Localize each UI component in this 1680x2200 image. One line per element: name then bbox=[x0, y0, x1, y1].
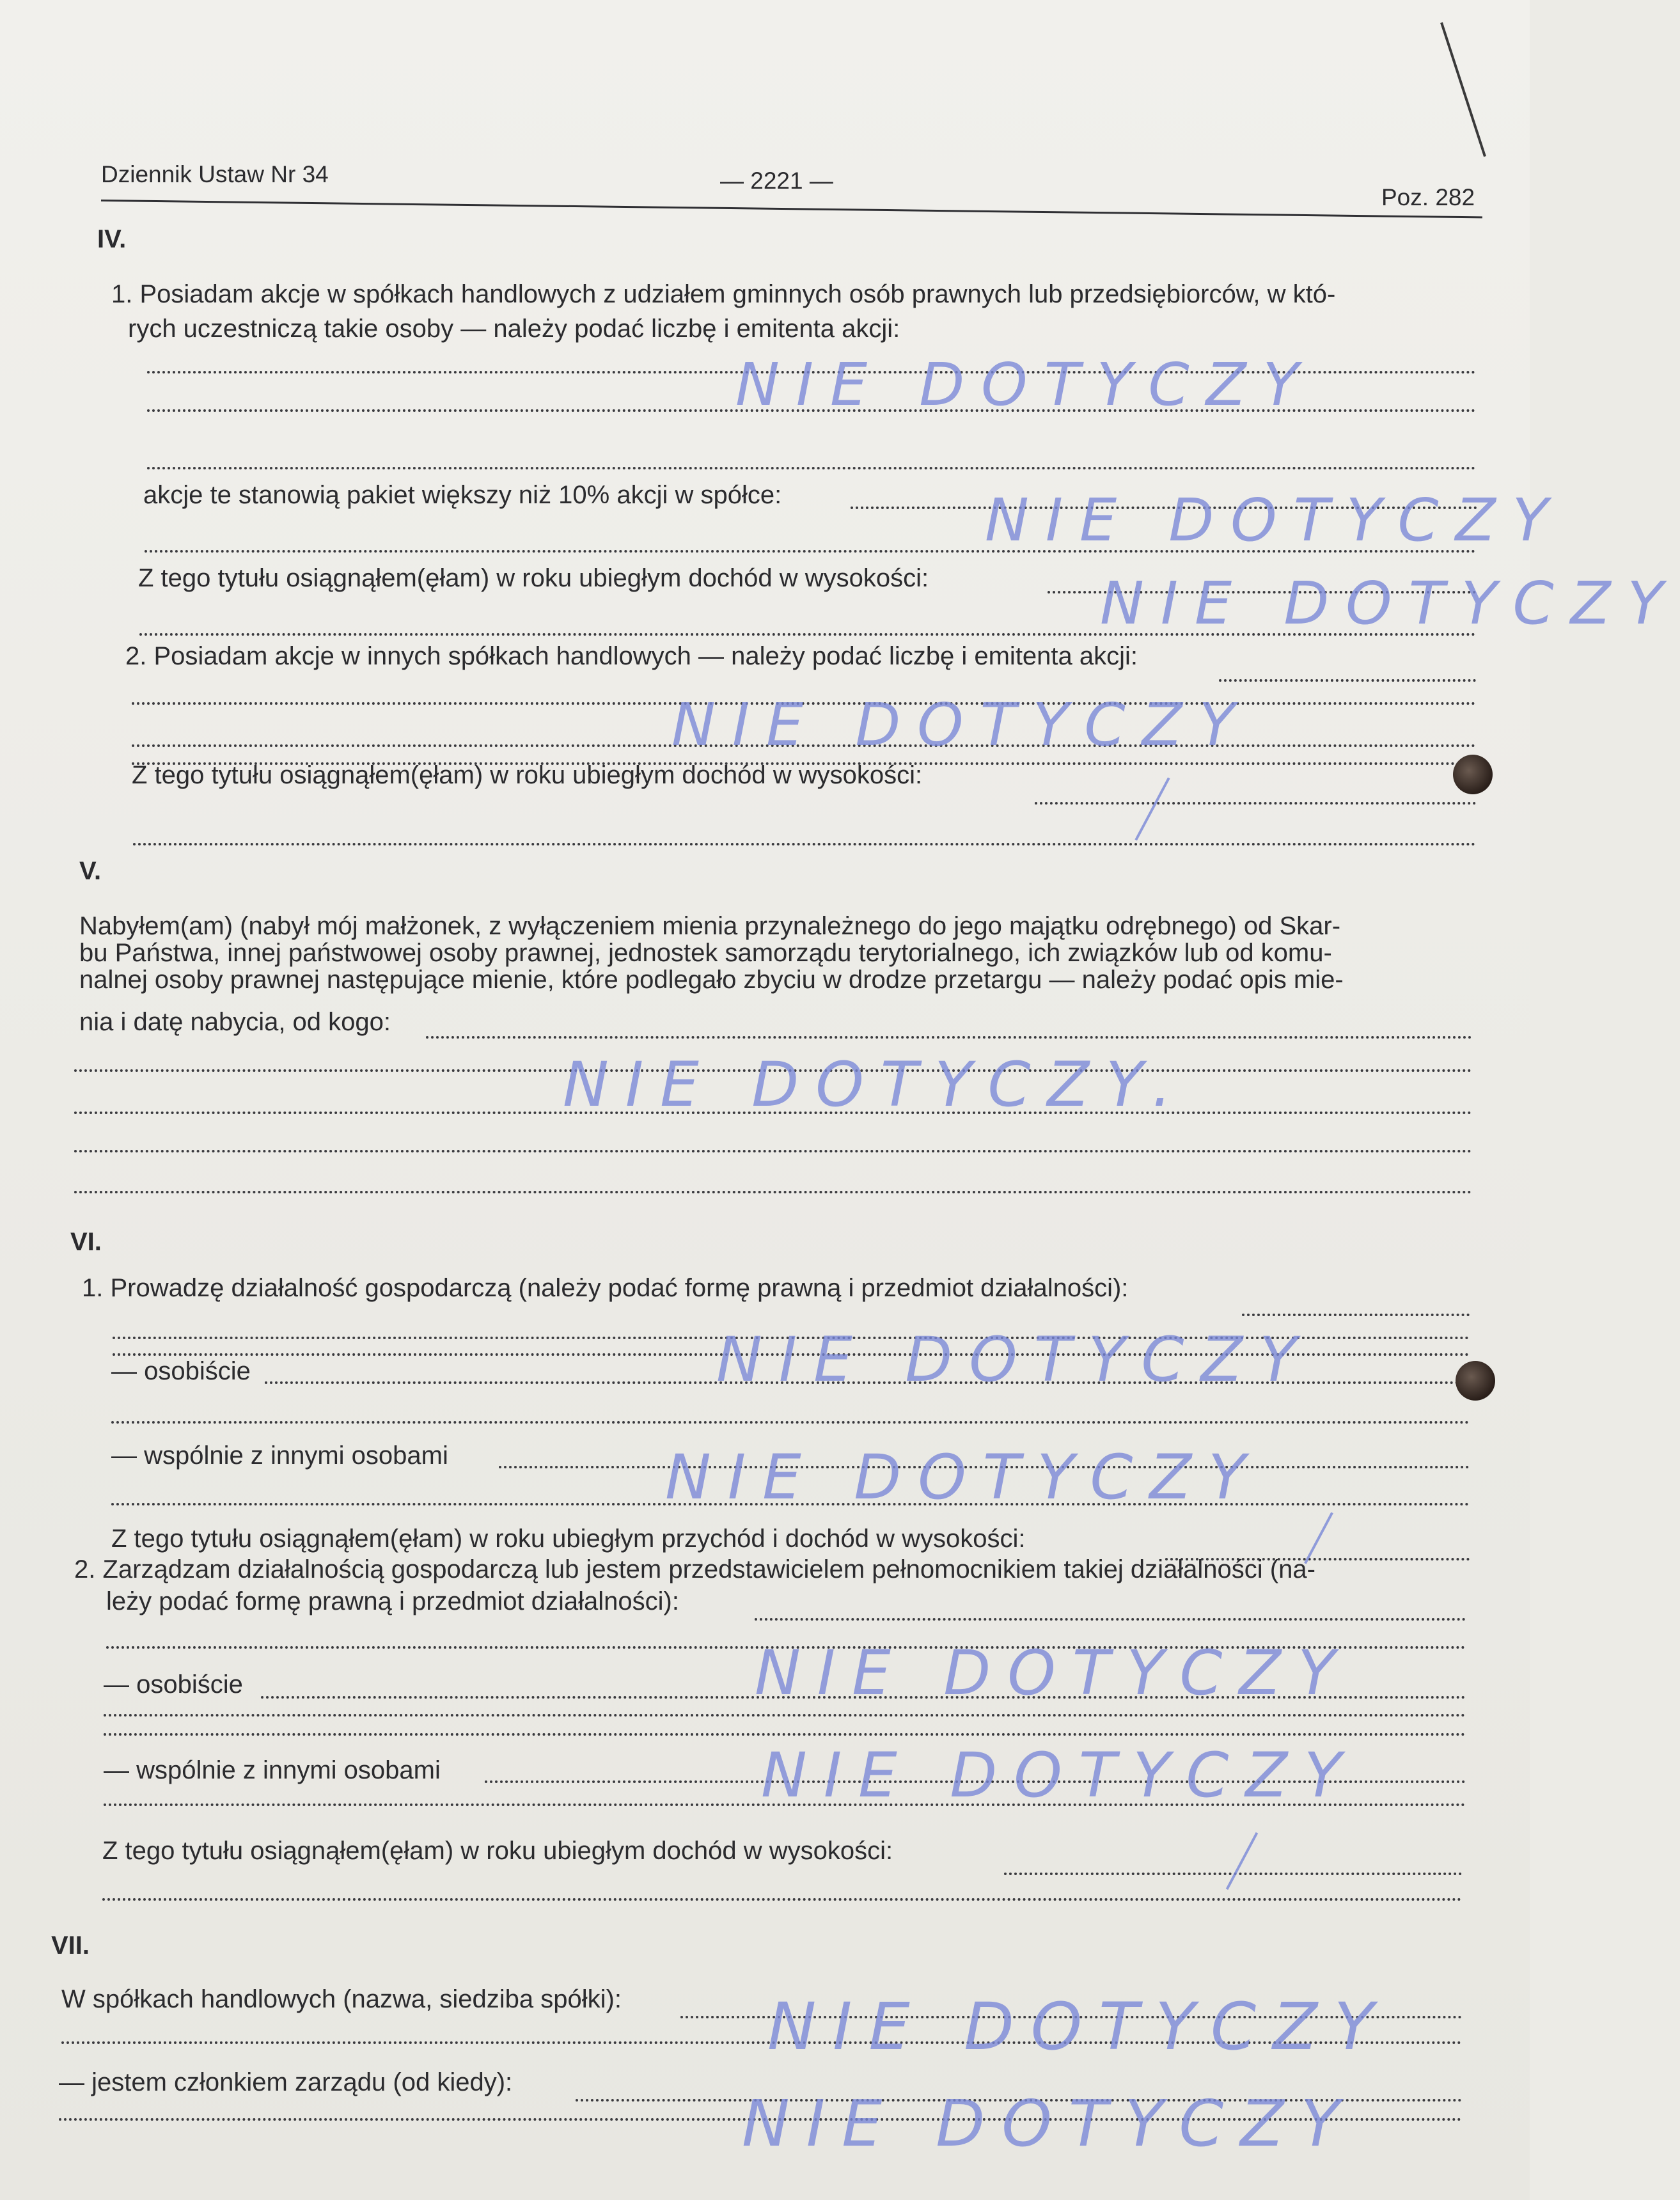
answer-line bbox=[102, 1898, 1462, 1901]
handwritten-answer: NIE DOTYCZY bbox=[735, 350, 1315, 419]
handwritten-answer: NIE DOTYCZY bbox=[742, 2086, 1356, 2161]
answer-line bbox=[74, 1150, 1472, 1152]
v-text-line-4: nia i datę nabycia, od kogo: bbox=[79, 1008, 391, 1036]
vi-question-2: 2. Zarządzam działalnością gospodarczą lub jestem przedstawicielem pełnomocnikiem takiej działalności (na- bbox=[74, 1555, 1315, 1583]
handwritten-answer: NIE DOTYCZY bbox=[761, 1740, 1358, 1811]
header-rule bbox=[101, 200, 1482, 218]
iv-question-2: 2. Posiadam akcje w innych spółkach handlowych — należy podać liczbę i emitenta akcji: bbox=[125, 642, 1138, 670]
section-v-label: V. bbox=[79, 857, 102, 885]
iv-dochod-label: Z tego tytułu osiągnąłem(ęłam) w roku ubiegłym dochód w wysokości: bbox=[138, 564, 929, 592]
scan-edge-mark bbox=[1440, 22, 1486, 157]
handwritten-slash bbox=[1226, 1832, 1258, 1890]
vi-wspolnie2-label: — wspólnie z innymi osobami bbox=[104, 1756, 441, 1784]
iv-q2-dochod-label: Z tego tytułu osiągnąłem(ęłam) w roku ubiegłym dochód w wysokości: bbox=[132, 761, 923, 789]
v-text-line-3: nalnej osoby prawnej następujące mienie, które podlegało zbyciu w drodze przetargu — należy podać opis mie- bbox=[79, 966, 1344, 994]
answer-line bbox=[104, 1714, 1466, 1717]
vi-osobiscie-label: — osobiście bbox=[111, 1357, 251, 1385]
v-text-line-1: Nabyłem(am) (nabył mój małżonek, z wyłączeniem mienia przynależnego do jego majątku odrębnego) od Skar- bbox=[79, 912, 1341, 940]
iv-question-1-cont: rych uczestniczą takie osoby — należy podać liczbę i emitenta akcji: bbox=[128, 315, 900, 343]
handwritten-answer: NIE DOTYCZY bbox=[755, 1637, 1352, 1709]
answer-line bbox=[1219, 679, 1476, 682]
vi-wspolnie-label: — wspólnie z innymi osobami bbox=[111, 1442, 448, 1470]
handwritten-answer: NIE DOTYCZY bbox=[767, 1989, 1391, 2065]
page-number: — 2221 — bbox=[720, 168, 833, 194]
answer-line bbox=[147, 467, 1476, 469]
vi-q2-dochod-label: Z tego tytułu osiągnąłem(ęłam) w roku ubiegłym dochód w wysokości: bbox=[102, 1837, 893, 1865]
handwritten-answer: NIE DOTYCZY bbox=[665, 1442, 1262, 1513]
journal-title: Dziennik Ustaw Nr 34 bbox=[101, 161, 329, 187]
answer-line bbox=[133, 843, 1476, 845]
punch-hole bbox=[1453, 755, 1493, 794]
section-iv-label: IV. bbox=[97, 225, 127, 253]
vii-spolki-label: W spółkach handlowych (nazwa, siedziba spółki): bbox=[61, 1985, 622, 2013]
handwritten-answer: NIE DOTYCZY bbox=[985, 486, 1565, 554]
iv-pakiet-label: akcje te stanowią pakiet większy niż 10% akcji w spółce: bbox=[143, 481, 782, 509]
vi-dochod-label: Z tego tytułu osiągnąłem(ęłam) w roku ubiegłym przychód i dochód w wysokości: bbox=[111, 1525, 1026, 1553]
section-vii-label: VII. bbox=[51, 1931, 90, 1960]
section-vi-label: VI. bbox=[70, 1228, 102, 1256]
answer-line bbox=[104, 1733, 1466, 1736]
answer-line bbox=[426, 1036, 1472, 1039]
handwritten-answer: NIE DOTYCZY. bbox=[563, 1049, 1188, 1120]
vi-osobiscie2-label: — osobiście bbox=[104, 1670, 243, 1699]
handwritten-slash bbox=[1134, 777, 1170, 840]
vii-zarzad-label: — jestem członkiem zarządu (od kiedy): bbox=[59, 2068, 513, 2096]
iv-question-1: 1. Posiadam akcje w spółkach handlowych z udziałem gminnych osób prawnych lub przedsiębiorców, w któ- bbox=[111, 280, 1336, 308]
answer-line bbox=[1035, 802, 1476, 805]
v-text-line-2: bu Państwa, innej państwowej osoby prawnej, jednostek samorządu terytorialnego, ich związków lub od komu- bbox=[79, 939, 1332, 967]
handwritten-answer: NIE DOTYCZY bbox=[671, 691, 1252, 759]
handwritten-answer: NIE DOTYCZY bbox=[716, 1324, 1314, 1395]
answer-line bbox=[74, 1191, 1472, 1193]
answer-line bbox=[111, 1421, 1470, 1424]
position-number: Poz. 282 bbox=[1381, 184, 1475, 210]
answer-line bbox=[755, 1618, 1466, 1621]
vi-question-2-cont: leży podać formę prawną i przedmiot działalności): bbox=[106, 1587, 679, 1615]
handwritten-answer: NIE DOTYCZY bbox=[1100, 569, 1680, 638]
punch-hole bbox=[1456, 1361, 1495, 1401]
vi-question-1: 1. Prowadzę działalność gospodarczą (należy podać formę prawną i przedmiot działalności): bbox=[82, 1274, 1129, 1302]
answer-line bbox=[1242, 1314, 1470, 1316]
